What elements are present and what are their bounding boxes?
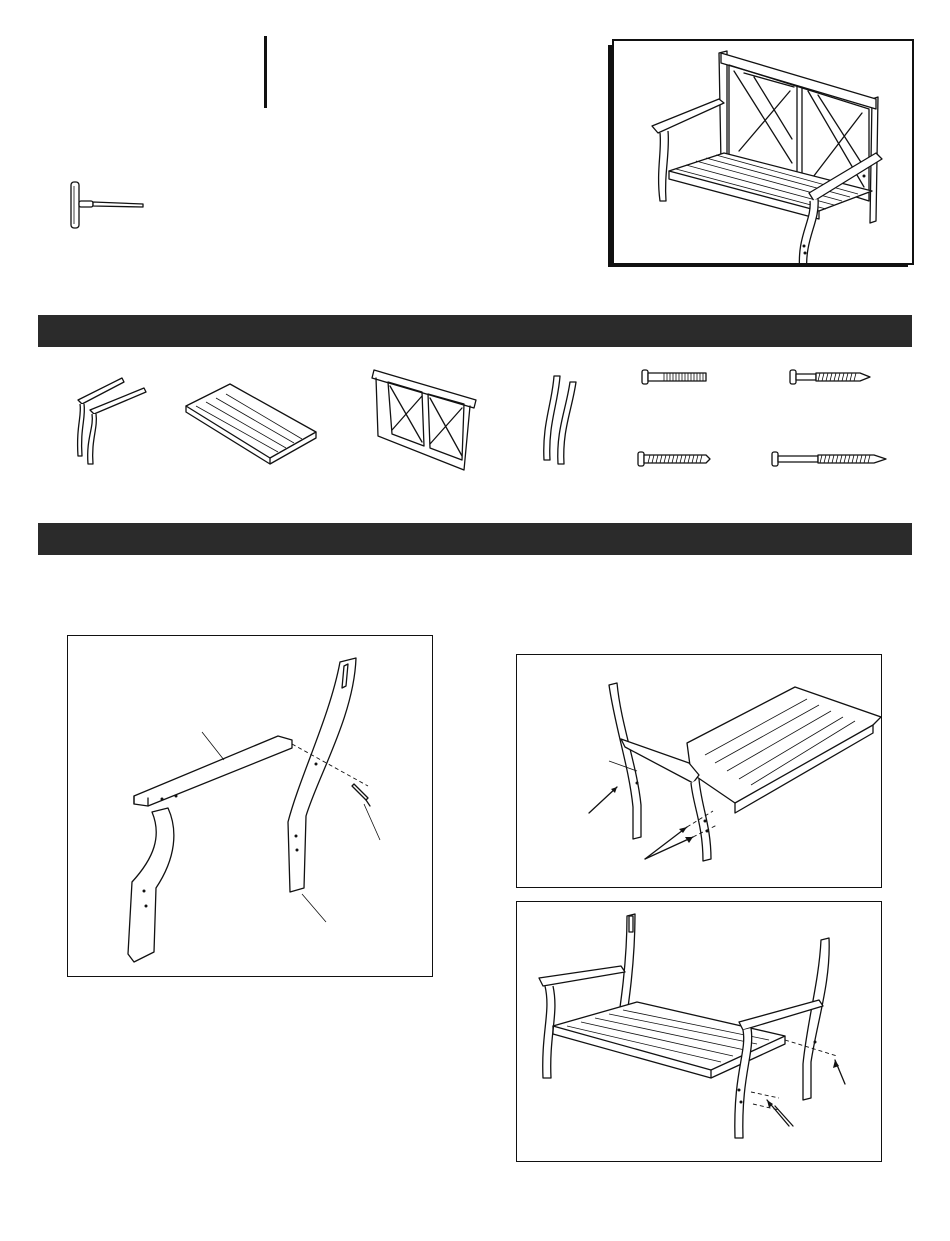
- part-seat-frame: [182, 380, 320, 466]
- rear-leg-pair-icon: [536, 374, 582, 468]
- assembly-section-bar: [38, 523, 912, 555]
- part-rear-leg-pair: [536, 374, 582, 468]
- seat-frame-icon: [182, 380, 320, 466]
- step-3-frame: [516, 901, 882, 1162]
- wood-screw-short-icon: [788, 368, 872, 386]
- backrest-x-panel-icon: [368, 366, 480, 472]
- parts-section-bar: [38, 315, 912, 347]
- armrest-to-rear-leg-step-icon: [68, 636, 432, 976]
- t-handle-allen-wrench-icon: [68, 180, 148, 232]
- part-backrest-panel: [368, 366, 480, 472]
- product-image-frame: [612, 39, 914, 265]
- machine-bolt-icon: [636, 450, 714, 468]
- step-1-frame: [67, 635, 433, 977]
- part-machine-bolt: [636, 450, 714, 468]
- short-bolt-icon: [640, 368, 710, 386]
- attach-right-side-to-seat-step-icon: [517, 902, 881, 1161]
- loveseat-bench-assembled-icon: [614, 41, 912, 263]
- step-2-frame: [516, 654, 882, 888]
- header-divider: [264, 36, 267, 108]
- attach-left-side-to-seat-step-icon: [517, 655, 881, 887]
- long-wood-screw-icon: [770, 450, 888, 468]
- armrest-front-leg-pair-icon: [70, 376, 150, 466]
- part-short-bolt: [640, 368, 710, 386]
- part-wood-screw-short: [788, 368, 872, 386]
- part-armrest-front-leg-pair: [70, 376, 150, 466]
- part-long-wood-screw: [770, 450, 888, 468]
